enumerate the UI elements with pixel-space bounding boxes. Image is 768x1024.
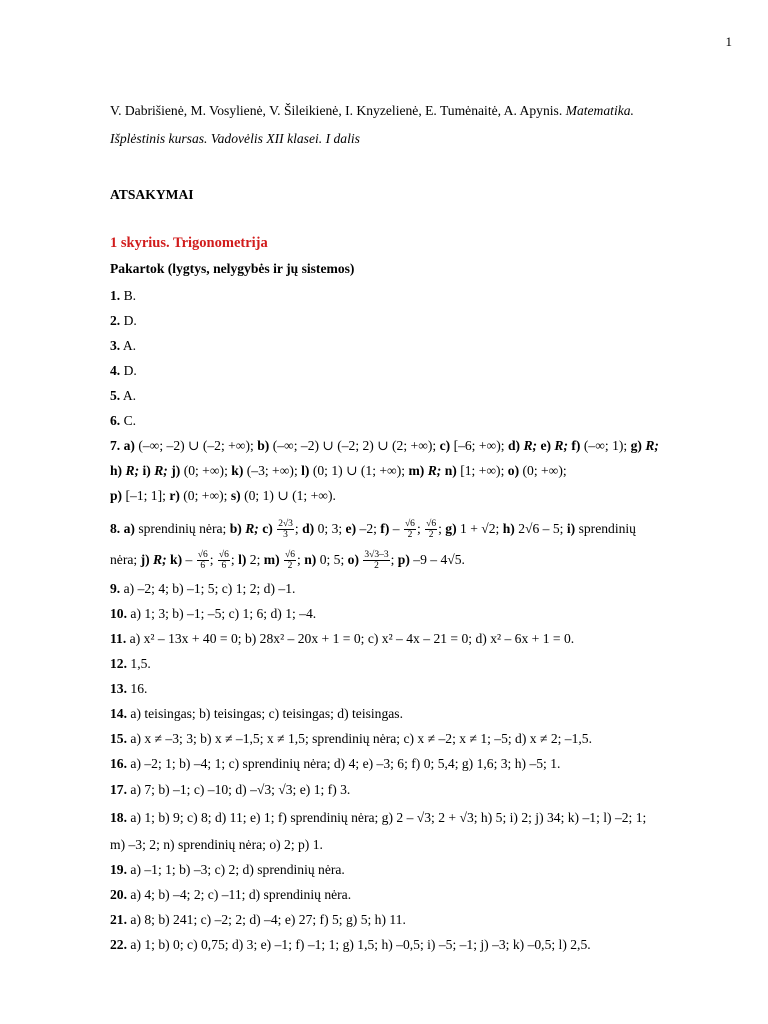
chapter-title: 1 skyrius. Trigonometrija — [110, 235, 268, 251]
answers-heading: ATSAKYMAI — [110, 187, 194, 202]
answer-21: 21. a) 8; b) 241; c) –2; 2; d) –4; e) 27; f) 5; g) 5; h) 11. — [110, 912, 406, 927]
answer-9: 9. a) –2; 4; b) –1; 5; c) 1; 2; d) –1. — [110, 581, 296, 596]
answer-18: 18. a) 1; b) 9; c) 8; d) 11; e) 1; f) sprendinių nėra; g) 2 – √3; 2 + √3; h) 5; i) 2; j) 34; k) –1; l) –2; 1; — [110, 810, 647, 825]
page-content — [110, 97, 732, 957]
answer-18-cont: m) –3; 2; n) sprendinių nėra; o) 2; p) 1. — [110, 837, 323, 852]
answer-12: 12. 1,5. — [110, 656, 151, 671]
answer-14: 14. a) teisingas; b) teisingas; c) teisingas; d) teisingas. — [110, 706, 403, 721]
page-number: 1 — [725, 34, 732, 49]
answer-11: 11. a) x² – 13x + 40 = 0; b) 28x² – 20x + 1 = 0; c) x² – 4x – 21 = 0; d) x² – 6x + 1 = 0. — [110, 631, 575, 646]
section-title: Pakartok (lygtys, nelygybės ir jų sistemos) — [110, 261, 355, 276]
answer-15: 15. a) x ≠ –3; 3; b) x ≠ –1,5; x ≠ 1,5; sprendinių nėra; c) x ≠ –2; x ≠ 1; –5; d) x ≠ 2; –1,5. — [110, 731, 592, 746]
answer-1: 1. B. — [110, 288, 137, 303]
answer-5: 5. A. — [110, 388, 137, 403]
answer-22: 22. a) 1; b) 0; c) 0,75; d) 3; e) –1; f) –1; 1; g) 1,5; h) –0,5; i) –5; –1; j) –3; k) –0,5; l) 2,5. — [110, 937, 591, 952]
answer-13: 13. 16. — [110, 681, 148, 696]
answer-10: 10. a) 1; 3; b) –1; –5; c) 1; 6; d) 1; –4. — [110, 606, 317, 621]
answer-7-cont-1: h) R; i) R; j) (0; +∞); k) (–3; +∞); l) (0; 1) ∪ (1; +∞); m) R; n) [1; +∞); o) (0; +∞); — [110, 463, 567, 478]
book-reference — [110, 97, 732, 153]
answer-8: 8. a) sprendinių nėra; b) R; c) $\frac{2√3}{3}$ ; d) 0; 3; e) –2; f) – $\frac{√6}{2}$ ; $\frac{√6}{2}$ ; g) 1 + √2; h) 2√6 – 5; i) sprendinių — [110, 519, 636, 541]
answer-2: 2. D. — [110, 313, 137, 328]
authors: V. Dabrišienė, M. Vosylienė, V. Šileikienė, I. Knyzelienė, E. Tumėnaitė, A. Apynis. — [110, 103, 563, 118]
answer-7-cont-2: p) [–1; 1]; r) (0; +∞); s) (0; 1) ∪ (1; +∞). — [110, 488, 336, 503]
answer-16: 16. a) –2; 1; b) –4; 1; c) sprendinių nėra; d) 4; e) –3; 6; f) 0; 5,4; g) 1,6; 3; h) –5; 1. — [110, 756, 561, 771]
book-title-b: Išplėstinis kursas. Vadovėlis XII klasei. I dalis — [110, 131, 360, 146]
book-title-a: Matematika. — [565, 103, 634, 118]
answer-6: 6. C. — [110, 413, 137, 428]
answer-4: 4. D. — [110, 363, 137, 378]
answer-19: 19. a) –1; 1; b) –3; c) 2; d) sprendinių nėra. — [110, 862, 345, 877]
answer-17: 17. a) 7; b) –1; c) –10; d) –√3; √3; e) 1; f) 3. — [110, 782, 351, 797]
answer-8-cont: nėra; j) R; k) – $\frac{√6}{6}$ ; $\frac{√6}{6}$ ; l) 2; m) $\frac{√6}{2}$ ; n) 0; 5; o) $\frac{3√3-3}{2}$ ; p) –9 – 4√5. — [110, 550, 465, 572]
answer-20: 20. a) 4; b) –4; 2; c) –11; d) sprendinių nėra. — [110, 887, 352, 902]
answer-3: 3. A. — [110, 338, 137, 353]
answer-7: 7. a) (–∞; –2) ∪ (–2; +∞); b) (–∞; –2) ∪ (–2; 2) ∪ (2; +∞); c) [–6; +∞); d) R; e) R; f) (–∞; 1); g) R; — [110, 438, 659, 453]
